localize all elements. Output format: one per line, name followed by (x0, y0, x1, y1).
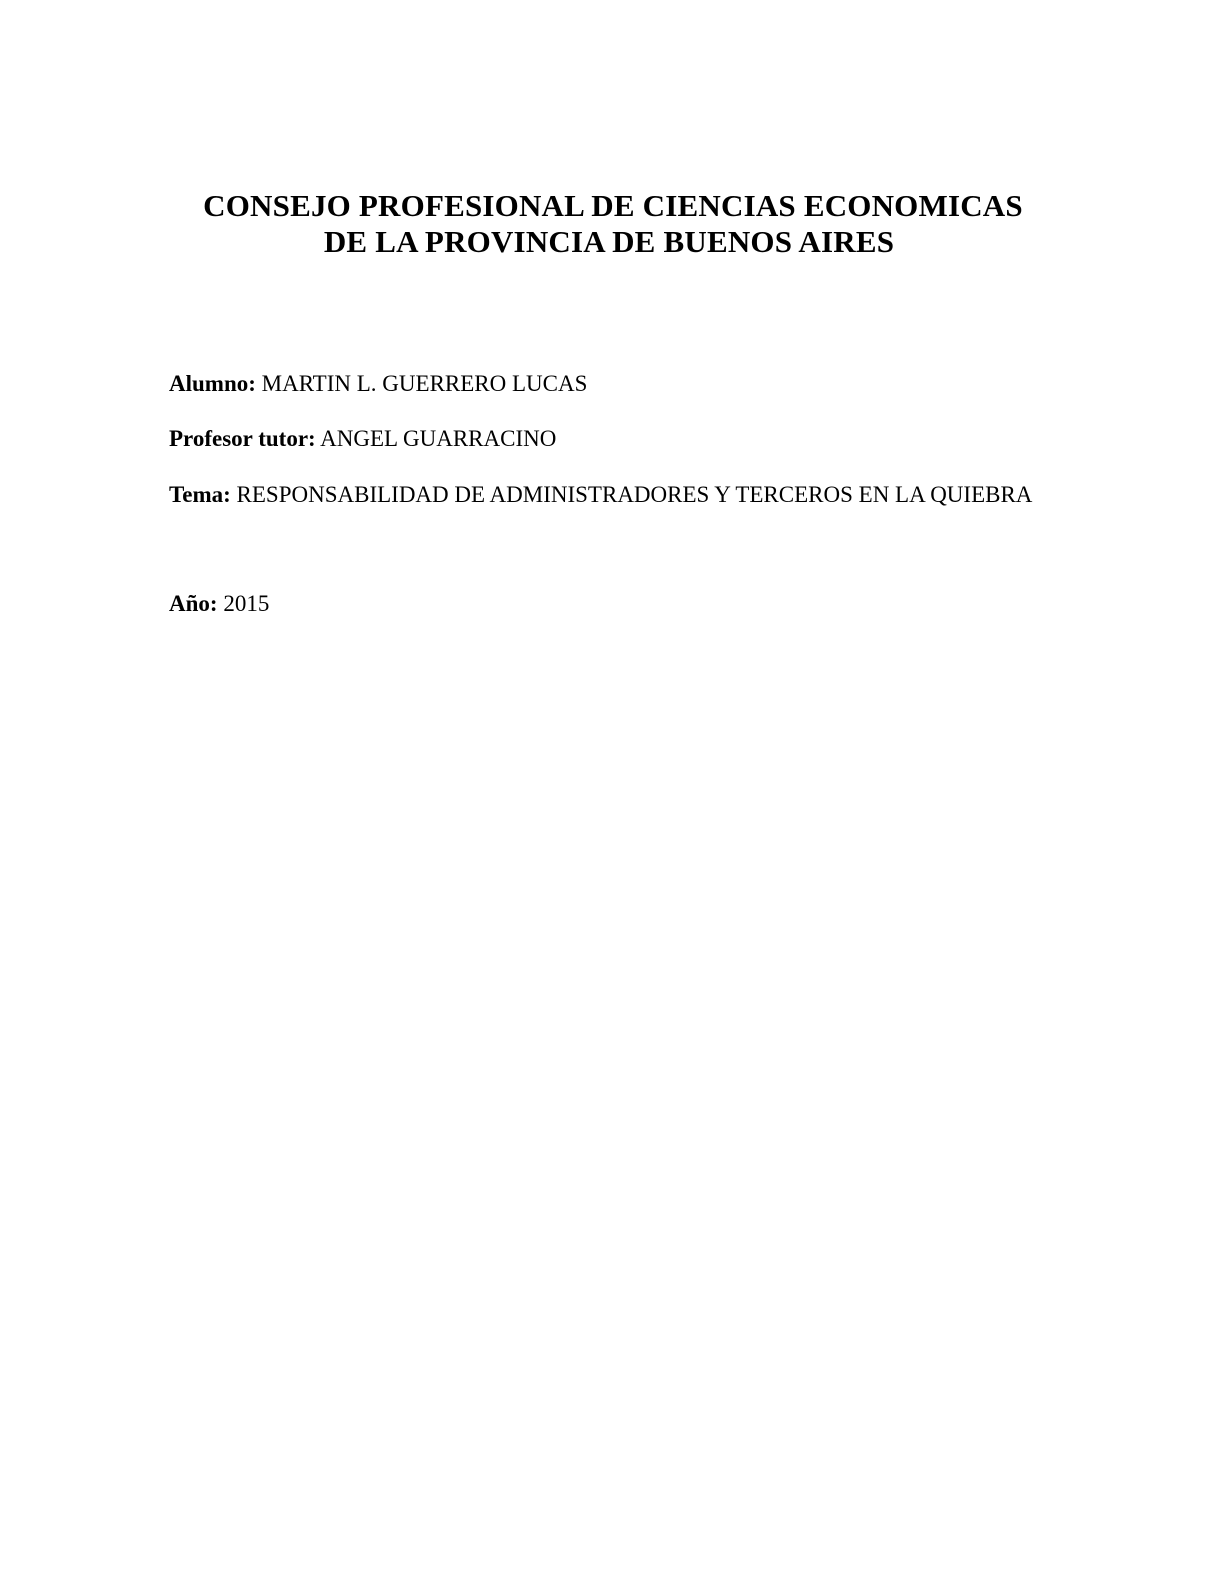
profesor-label: Profesor tutor: (169, 426, 316, 451)
tema-field (169, 467, 1043, 522)
anio-value: 2015 (223, 591, 270, 616)
profesor-field (169, 425, 556, 453)
alumno-field (169, 370, 587, 398)
profesor-value: ANGEL GUARRACINO (320, 426, 557, 451)
anio-label: Año: (169, 591, 218, 616)
alumno-value: MARTIN L. GUERRERO LUCAS (261, 371, 588, 396)
alumno-label: Alumno: (169, 371, 256, 396)
tema-label: Tema: (169, 482, 231, 507)
tema-value: RESPONSABILIDAD DE ADMINISTRADORES Y TERCEROS EN LA QUIEBRA (236, 482, 1033, 507)
anio-field (169, 590, 269, 618)
title-line-1: CONSEJO PROFESIONAL DE CIENCIAS ECONOMICAS (203, 188, 1023, 223)
document-title (0, 188, 1224, 260)
title-line-2: DE LA PROVINCIA DE BUENOS AIRES (323, 224, 895, 259)
